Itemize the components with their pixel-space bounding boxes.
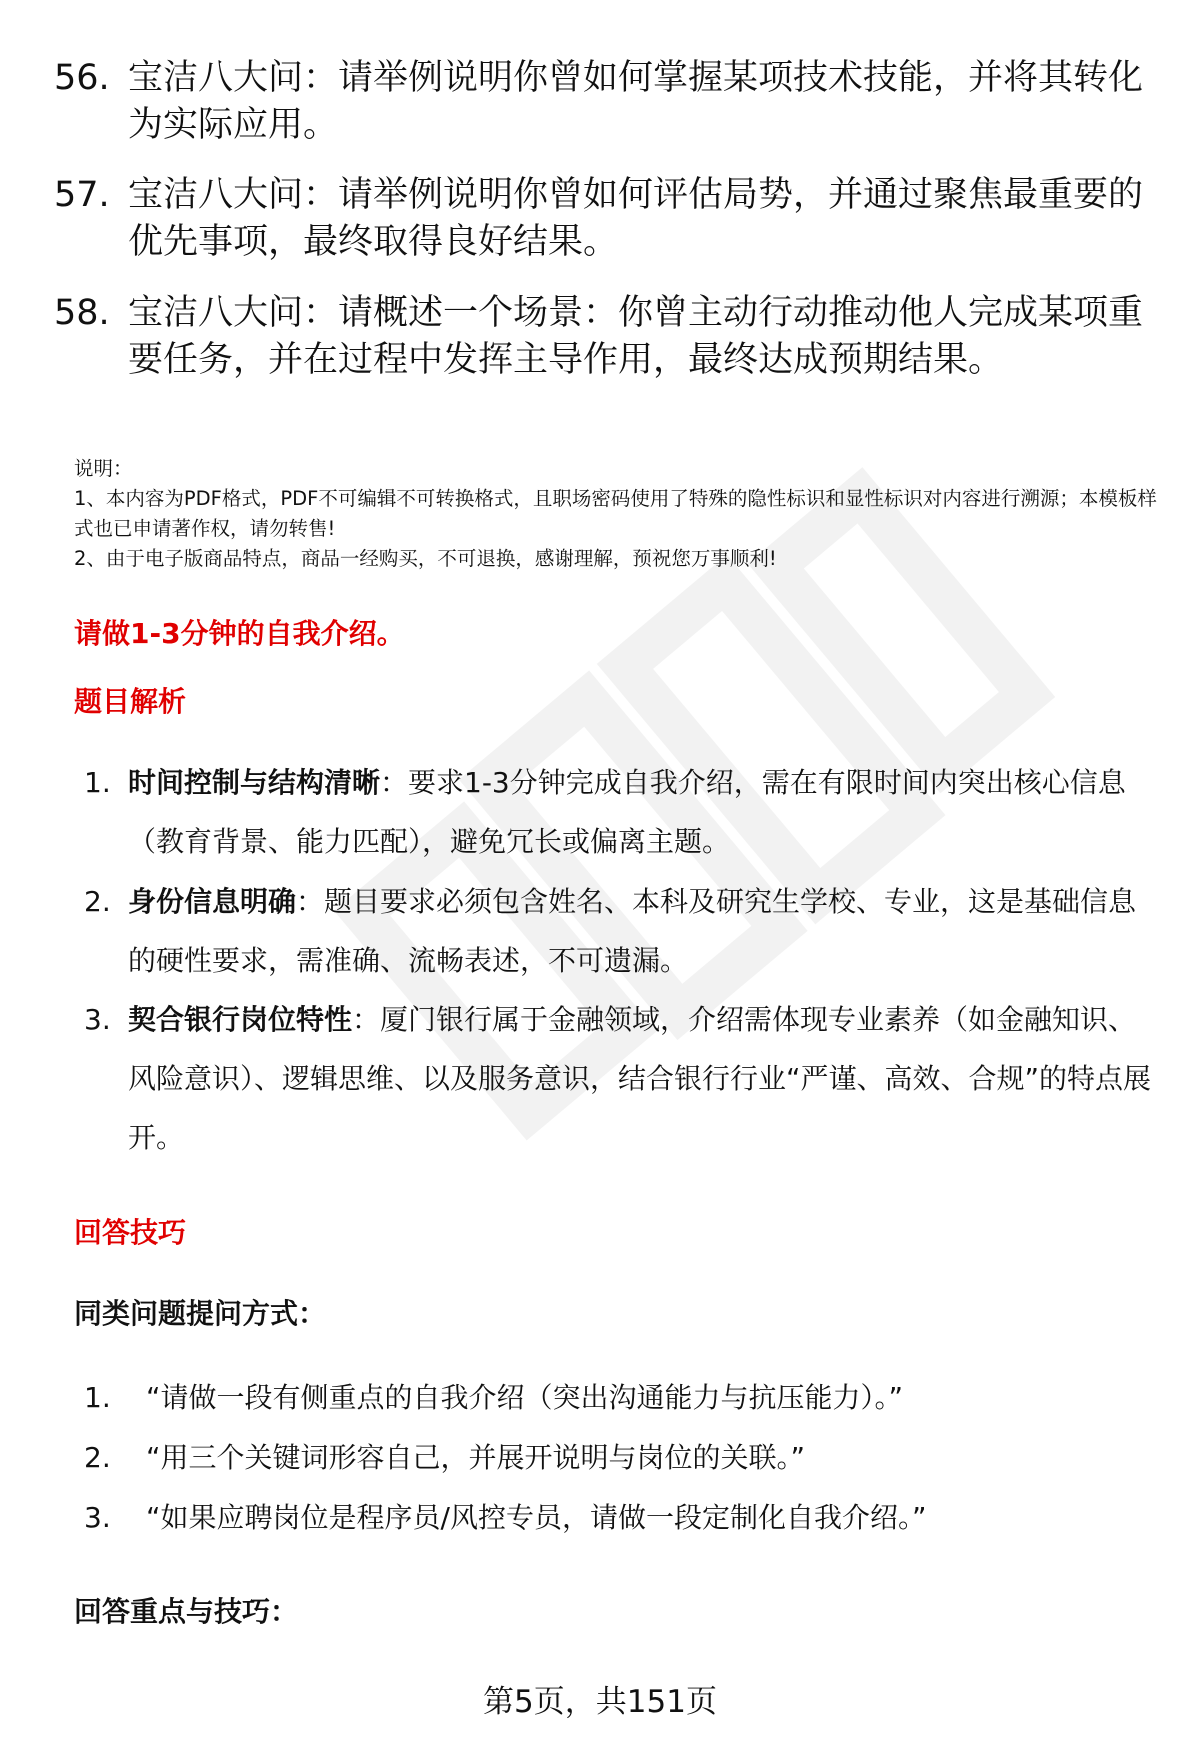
- analysis-item-text: ：题目要求必须包含姓名、本科及研究生学校、专业，这是基础信息的硬性要求，需准确、流畅表述，不可遗漏。: [128, 885, 1137, 977]
- analysis-item-keyword: 身份信息明确: [128, 885, 297, 918]
- question-title: 请做1-3分钟的自我介绍。: [74, 617, 405, 650]
- analysis-item-keyword: 契合银行岗位特性: [128, 1003, 353, 1036]
- analysis-item-text: ：厦门银行属于金融领域，介绍需体现专业素养（如金融知识、风险意识）、逻辑思维、以及服务意识，结合银行行业“严谨、高效、合规”的特点展开。: [128, 1003, 1152, 1154]
- similar-question-number: 1.: [84, 1381, 111, 1414]
- similar-questions-heading: 同类问题提问方式：: [74, 1297, 327, 1330]
- question-number: 57.: [54, 175, 110, 215]
- answer-key-points-heading: 回答重点与技巧：: [74, 1595, 299, 1628]
- page-number: 第5页，共151页: [483, 1684, 717, 1720]
- question-number: 56.: [54, 58, 110, 98]
- similar-question-text: “如果应聘岗位是程序员/风控专员，请做一段定制化自我介绍。”: [146, 1501, 927, 1534]
- notes-title: 说明：: [74, 457, 133, 480]
- analysis-item-number: 2.: [84, 885, 111, 918]
- question-number: 58.: [54, 293, 110, 333]
- similar-question-item: [84, 1378, 1164, 1418]
- analysis-heading: 题目解析: [74, 685, 187, 718]
- analysis-item-number: 1.: [84, 766, 111, 799]
- question-text: 宝洁八大问：请举例说明你曾如何掌握某项技术技能，并将其转化为实际应用。: [128, 58, 1144, 145]
- similar-question-number: 2.: [84, 1441, 111, 1474]
- analysis-item-keyword: 时间控制与结构清晰: [128, 766, 381, 799]
- question-text: 宝洁八大问：请概述一个场景：你曾主动行动推动他人完成某项重要任务，并在过程中发挥主导作用，最终达成预期结果。: [128, 293, 1144, 380]
- similar-question-item: [84, 1438, 1164, 1478]
- similar-question-text: “用三个关键词形容自己，并展开说明与岗位的关联。”: [146, 1441, 806, 1474]
- analysis-item-number: 3.: [84, 1003, 111, 1036]
- analysis-item: [84, 753, 1164, 871]
- similar-question-number: 3.: [84, 1501, 111, 1534]
- question-item: [54, 55, 1154, 149]
- analysis-item-text: ：要求1-3分钟完成自我介绍，需在有限时间内突出核心信息（教育背景、能力匹配），避免冗长或偏离主题。: [128, 766, 1126, 858]
- notes-line-2: 2、由于电子版商品特点，商品一经购买，不可退换，感谢理解，预祝您万事顺利!: [74, 547, 777, 570]
- question-text: 宝洁八大问：请举例说明你曾如何评估局势，并通过聚焦最重要的优先事项，最终取得良好结果。: [128, 175, 1144, 262]
- question-item: [54, 172, 1154, 266]
- tips-heading: 回答技巧: [74, 1216, 187, 1249]
- notes-block: [74, 454, 1164, 574]
- similar-question-text: “请做一段有侧重点的自我介绍（突出沟通能力与抗压能力）。”: [146, 1381, 904, 1414]
- notes-line-1: 1、本内容为PDF格式，PDF不可编辑不可转换格式，且职场密码使用了特殊的隐性标识和显性标识对内容进行溯源；本模板样式也已申请著作权，请勿转售!: [74, 487, 1157, 540]
- analysis-item: [84, 872, 1164, 990]
- analysis-item: [84, 990, 1164, 1167]
- similar-question-item: [84, 1498, 1164, 1538]
- question-item: [54, 290, 1154, 384]
